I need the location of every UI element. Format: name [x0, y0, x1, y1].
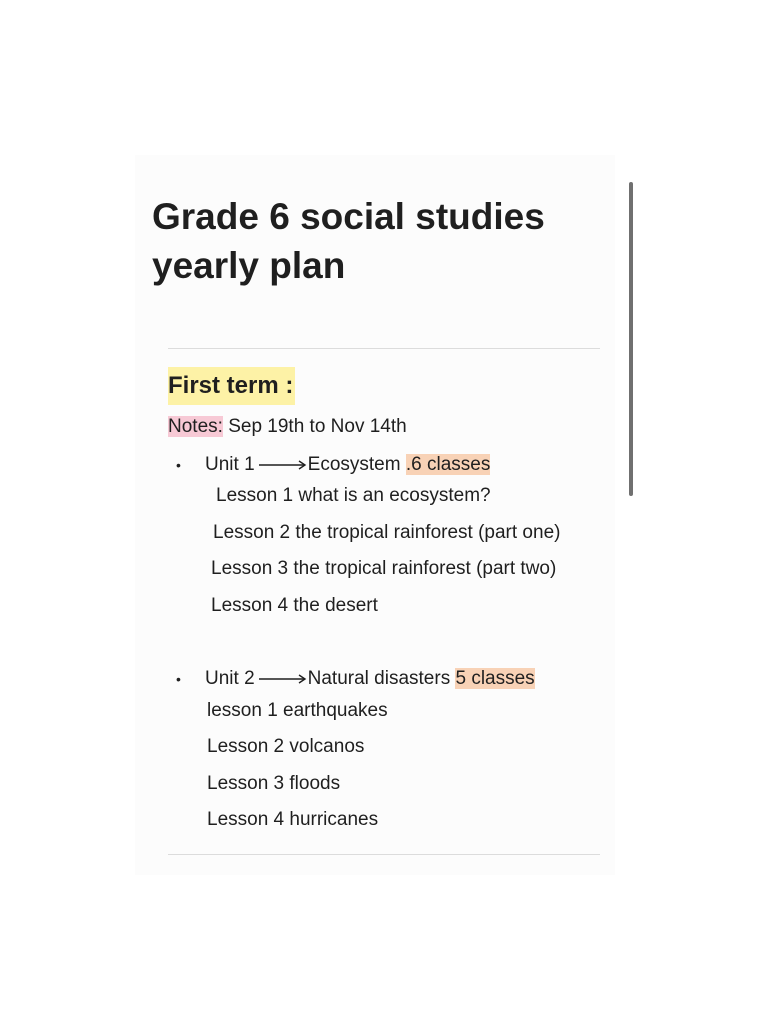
unit-2-lesson-1: lesson 1 earthquakes — [207, 700, 388, 721]
notes-text: Sep 19th to Nov 14th — [222, 416, 407, 437]
unit-2-topic: Natural disasters — [307, 668, 456, 689]
page-title: Grade 6 social studies yearly plan — [152, 196, 545, 286]
unit-1-label: Unit 1 — [205, 454, 255, 475]
divider-bottom — [168, 854, 600, 855]
unit-1-bullet: • — [176, 457, 181, 473]
first-term-heading: First term : — [168, 367, 295, 405]
notes-line — [168, 412, 407, 442]
unit-1-topic: Ecosystem — [307, 454, 406, 475]
unit-2-bullet: • — [176, 671, 181, 687]
divider-top — [168, 348, 600, 349]
unit-1-lesson-2: Lesson 2 the tropical rainforest (part one) — [213, 522, 561, 543]
unit-2-line — [205, 664, 535, 694]
unit-2-classes: 5 classes — [455, 668, 535, 689]
scrollbar[interactable] — [629, 182, 633, 496]
notes-label: Notes: — [168, 416, 223, 437]
unit-1-lesson-1: Lesson 1 what is an ecosystem? — [216, 485, 491, 506]
long-right-arrow-icon — [259, 450, 307, 480]
unit-2-lesson-4: Lesson 4 hurricanes — [207, 809, 379, 830]
unit-1-line — [205, 450, 490, 480]
unit-1-lesson-4: Lesson 4 the desert — [211, 595, 378, 616]
unit-2-label: Unit 2 — [205, 668, 255, 689]
long-right-arrow-icon — [259, 664, 307, 694]
unit-1-classes: .6 classes — [405, 454, 491, 475]
unit-1-lesson-3: Lesson 3 the tropical rainforest (part two) — [211, 558, 557, 579]
unit-2-lesson-2: Lesson 2 volcanos — [207, 736, 365, 757]
unit-2-lesson-3: Lesson 3 floods — [207, 773, 341, 794]
